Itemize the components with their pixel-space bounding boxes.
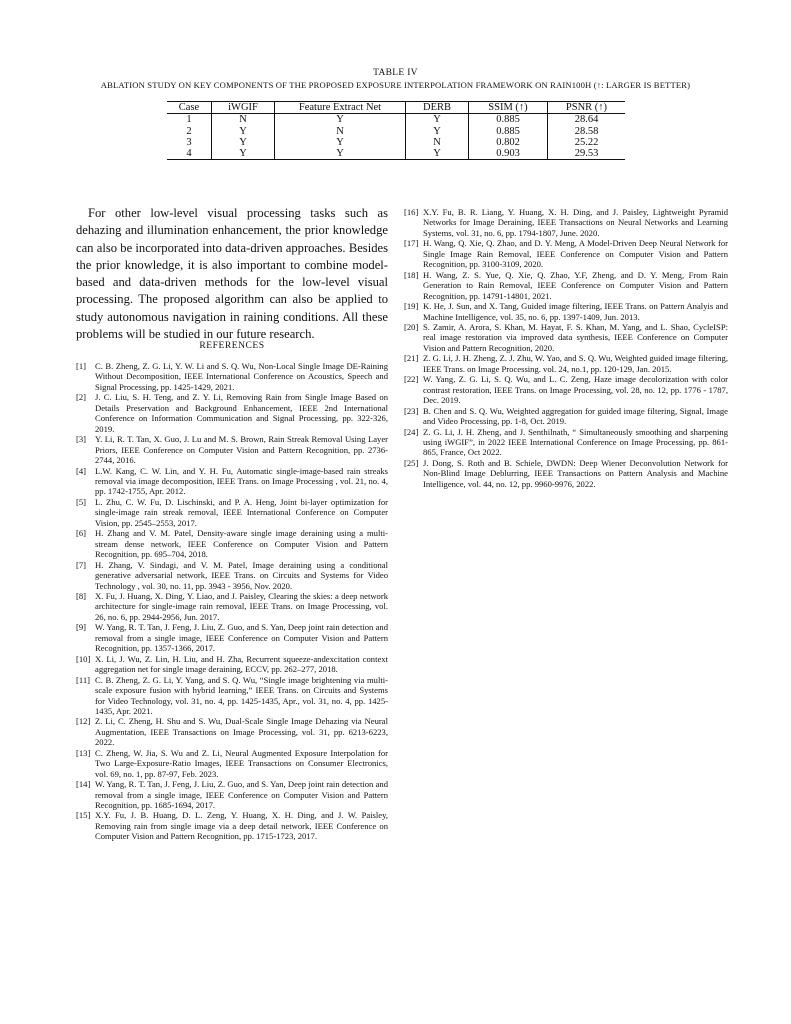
reference-item xyxy=(76,622,388,653)
table-cell: 0.903 xyxy=(469,148,548,160)
table-cell: Y xyxy=(275,148,406,160)
reference-number: [8] xyxy=(76,590,87,601)
table-row xyxy=(167,126,625,137)
reference-number: [17] xyxy=(404,238,419,249)
reference-number: [2] xyxy=(76,392,87,403)
reference-text: J. C. Liu, S. H. Teng, and Z. Y. Li, Removing Rain from Single Image Based on Details Preservation and Background Enhancement, IEEE 2nd International Conference on Information Communication and Signal Processing, pp. 322-326, 2019. xyxy=(95,392,388,434)
reference-number: [23] xyxy=(404,405,419,416)
table-cell: N xyxy=(275,126,406,137)
table-cell: Y xyxy=(275,114,406,126)
table-cell: Y xyxy=(406,148,469,160)
table-cell: Y xyxy=(406,126,469,137)
reference-item xyxy=(76,654,388,675)
reference-text: Z. G. Li, J. H. Zheng, Z. J. Zhu, W. Yao, and S. Q. Wu, Weighted guided image filtering, IEEE Trans. on Image Processing. vol. 24, no.1, pp. 120-129, Jan. 2015. xyxy=(423,353,728,374)
reference-number: [13] xyxy=(76,747,91,758)
reference-item xyxy=(404,322,728,353)
reference-number: [6] xyxy=(76,528,87,539)
table-number: TABLE IV xyxy=(373,68,418,78)
reference-text: W. Yang, R. T. Tan, J. Feng, J. Liu, Z. Guo, and S. Yan, Deep joint rain detection and removal from a single image, IEEE Conference on Computer Vision and Pattern Recognition, pp. 1357-1366, 2017. xyxy=(95,622,388,654)
reference-number: [18] xyxy=(404,269,419,280)
reference-item xyxy=(76,748,388,779)
reference-text: C. Zheng, W. Jia, S. Wu and Z. Li, Neural Augmented Exposure Interpolation for Two Large-Exposure-Ratio Images, IEEE Transactions on Consumer Electronics, vol. 69, no. 1, pp. 87-97, Feb. 2023. xyxy=(95,747,388,779)
reference-number: [19] xyxy=(404,301,419,312)
reference-text: S. Zamir, A. Arora, S. Khan, M. Hayat, F. S. Khan, M. Yang, and L. Shao, CycleISP: real image restoration via improved data synthesis, IEEE Conference on Computer Vision and Pattern Recognition, 2020. xyxy=(423,321,728,353)
header-ssim: SSIM (↑) xyxy=(469,102,548,114)
header-case: Case xyxy=(167,102,212,114)
table-title: ABLATION STUDY ON KEY COMPONENTS OF THE PROPOSED EXPOSURE INTERPOLATION FRAMEWORK ON RAIN100H (↑: LARGER IS BETTER) xyxy=(100,80,691,90)
reference-number: [24] xyxy=(404,426,419,437)
header-derb: DERB xyxy=(406,102,469,114)
ablation-table xyxy=(167,101,625,160)
reference-text: X.Y. Fu, B. R. Liang, Y. Huang, X. H. Ding, and J. Paisley, Lightweight Pyramid Networks for Image Deraining, IEEE Transactions on Neural Networks and Learning Systems, vol. 31, no. 6, pp. 1794-1807, June. 2020. xyxy=(423,207,728,238)
reference-text: H. Zhang, V. Sindagi, and V. M. Patel, Image deraining using a conditional generative adversarial network, IEEE Trans. on Circuits and Systems for Video Technology , vol. 30, no. 11, pp. 3943 - 3956, Nov. 2020. xyxy=(95,559,388,591)
references-list-right xyxy=(404,207,728,489)
reference-item xyxy=(76,466,388,497)
reference-number: [10] xyxy=(76,653,91,664)
table-cell: 28.64 xyxy=(574,114,599,126)
table-cell: N xyxy=(212,114,275,126)
reference-text: W. Yang, Z. G. Li, S. Q. Wu, and L. C. Zeng, Haze image decolorization with color contrast restoration, IEEE Trans. on Image Processing, vol. 28, no. 12, pp. 1776 - 1787, Dec. 2019. xyxy=(423,374,728,406)
reference-item xyxy=(76,591,388,622)
table-header-row xyxy=(167,102,625,114)
reference-number: [20] xyxy=(404,321,419,332)
reference-item xyxy=(404,427,728,458)
reference-number: [15] xyxy=(76,810,91,821)
reference-number: [4] xyxy=(76,465,87,476)
reference-item xyxy=(404,353,728,374)
reference-item xyxy=(404,301,728,322)
table-cell: 2 xyxy=(167,126,212,137)
table-cell: N xyxy=(406,137,469,148)
table-cell: 0.802 xyxy=(469,137,548,148)
table-cell: Y xyxy=(275,137,406,148)
table-cell: 25.22 xyxy=(574,136,599,148)
table-cell: Y xyxy=(212,126,275,137)
table-cell: 3 xyxy=(167,137,212,148)
reference-text: B. Chen and S. Q. Wu, Weighted aggregation for guided image filtering, Signal, Image and Video Processing, pp. 1-8, Oct. 2019. xyxy=(423,405,728,427)
reference-item xyxy=(76,434,388,465)
reference-text: Z. G. Li, J. H. Zheng, and J. Senthilnath, “ Simultaneously smoothing and sharpening using iWGIF”, in 2022 IEEE International Conference on Image Processing, pp. 861-865, France, Oct 2022. xyxy=(423,426,728,458)
reference-item xyxy=(76,361,388,392)
table-row xyxy=(167,114,625,126)
reference-text: Y. Li, R. T. Tan, X. Guo, J. Lu and M. S. Brown, Rain Streak Removal Using Layer Priors, IEEE Conference on Computer Vision and Pattern Recognition, pp. 2736-2744, 2016. xyxy=(95,434,388,466)
header-iwgif: iWGIF xyxy=(212,102,275,114)
reference-text: C. B. Zheng, Z. G. Li, Y. Yang, and S. Q. Wu, “Single image brightening via multi-scale exposure fusion with hybrid learning,” IEEE Trans. on Circuits and Systems for Video Technology, vol. 31, no. 4, pp. 1425-1435, Apr., vol. 31, no. 4, pp. 1425-1435, Apr. 2021. xyxy=(95,674,388,716)
reference-text: W. Yang, R. T. Tan, J. Feng, J. Liu, Z. Guo, and S. Yan, Deep joint rain detection and removal from a single image, IEEE Conference on Computer Vision and Pattern Recognition, pp. 1685-1694, 2017. xyxy=(95,779,388,811)
reference-text: L. Zhu, C. W. Fu, D. Lischinski, and P. A. Heng, Joint bi-layer optimization for single-image rain streak removal, IEEE International Conference on Computer Vision, pp. 2545–2553, 2017. xyxy=(95,496,388,528)
reference-item xyxy=(404,374,728,405)
reference-item xyxy=(76,810,388,841)
table-row xyxy=(167,137,625,148)
header-psnr: PSNR (↑) xyxy=(548,102,626,114)
reference-number: [5] xyxy=(76,496,87,507)
table-cell: 0.885 xyxy=(469,126,548,137)
reference-number: [9] xyxy=(76,622,87,633)
table-cell: 0.885 xyxy=(469,114,548,126)
reference-item xyxy=(76,716,388,747)
reference-item xyxy=(404,270,728,301)
table-cell: Y xyxy=(212,137,275,148)
reference-text: Z. Li, C. Zheng, H. Shu and S. Wu, Dual-Scale Single Image Dehazing via Neural Augmentation, IEEE Transactions on Image Processing, vol. 31, pp. 6213-6223, 2022. xyxy=(95,716,388,748)
body-paragraph: For other low-level visual processing tasks such as dehazing and illumination enhancement, the prior knowledge can also be incorporated into data-driven approaches. Besides the prior knowledge, it is also important to combine model-based and data-driven methods for the low-level visual processing. The proposed algorithm can also be applied to study autonomous navigation in raining conditions. All these problems will be studied in our future research. xyxy=(76,206,388,342)
references-list-left xyxy=(76,361,388,842)
reference-text: J. Dong, S. Roth and B. Schiele, DWDN: Deep Wiener Deconvolution Network for Non-Blind Image Deblurring, IEEE Transactions on Pattern Analysis and Machine Intelligence, vol. 44, no. 12, pp. 9960-9976, 2022. xyxy=(423,457,728,489)
reference-number: [1] xyxy=(76,361,87,371)
reference-number: [3] xyxy=(76,434,87,445)
reference-text: L.W. Kang, C. W. Lin, and Y. H. Fu, Automatic single-image-based rain streaks removal via image decomposition, IEEE Trans. on Image Processing , vol. 21, no. 4, pp. 1742-1755, Apr. 2012. xyxy=(95,465,388,497)
reference-text: H. Zhang and V. M. Patel, Density-aware single image deraining using a multi-stream dense network, IEEE Conference on Computer Vision and Pattern Recognition, pp. 695–704, 2018. xyxy=(95,528,388,560)
reference-item xyxy=(76,779,388,810)
reference-text: C. B. Zheng, Z. G. Li, Y. W. Li and S. Q. Wu, Non-Local Single Image DE-Raining Without Decomposition, IEEE International Conference on Acoustics, Speech and Signal Processing, pp. 1425-1429, 2021. xyxy=(95,361,388,392)
reference-text: H. Wang, Z. S. Yue, Q. Xie, Q. Zhao, Y.F, Zheng, and D. Y. Meng, From Rain Generation to Rain Removal, IEEE Conference on Computer Vision and Pattern Recognition, pp. 14791-14801, 2021. xyxy=(423,269,728,301)
reference-text: H. Wang, Q. Xie, Q. Zhao, and D. Y. Meng, A Model-Driven Deep Neural Network for Single Image Rain Removal, IEEE Conference on Computer Vision and Pattern Recognition, pp. 3100-3109, 2020. xyxy=(423,238,728,270)
header-feature-extract-net: Feature Extract Net xyxy=(275,102,406,114)
table-row xyxy=(167,148,625,160)
reference-item xyxy=(76,528,388,559)
reference-number: [25] xyxy=(404,457,419,468)
reference-item xyxy=(404,458,728,489)
table-cell: Y xyxy=(406,114,469,126)
reference-number: [21] xyxy=(404,353,419,364)
reference-number: [11] xyxy=(76,674,90,685)
reference-item xyxy=(76,392,388,434)
reference-number: [12] xyxy=(76,716,91,727)
reference-number: [16] xyxy=(404,207,419,217)
table-cell: 1 xyxy=(167,114,212,126)
reference-item xyxy=(404,406,728,427)
table-cell: 4 xyxy=(167,148,212,160)
reference-text: X. Li, J. Wu, Z. Lin, H. Liu, and H. Zha, Recurrent squeeze-andexcitation context aggregation net for single image deraining, ECCV, pp. 262–277, 2018. xyxy=(95,653,388,675)
reference-number: [14] xyxy=(76,779,91,790)
reference-item xyxy=(404,207,728,238)
reference-text: K. He, J. Sun, and X. Tang, Guided image filtering, IEEE Trans. on Pattern Analyis and Machine Intelligence, vol. 35, no. 6, pp. 1397-1409, Jun. 2013. xyxy=(423,301,728,322)
table-cell: Y xyxy=(212,148,275,160)
reference-item xyxy=(76,497,388,528)
reference-text: X.Y. Fu, J. B. Huang, D. L. Zeng, Y. Huang, X. H. Ding, and J. W. Paisley, Removing rain from single image via a deep detail network, IEEE Conference on Computer Vision and Pattern Recognition, pp. 1715-1723, 2017. xyxy=(95,810,388,842)
reference-item xyxy=(76,675,388,717)
table-cell: 29.53 xyxy=(574,148,599,160)
reference-number: [22] xyxy=(404,374,419,385)
reference-text: X. Fu, J. Huang, X. Ding, Y. Liao, and J. Paisley, Clearing the skies: a deep network architecture for single-image rain removal, IEEE Trans. on Image Processing, vol. 26, no. 6, pp. 2944-2956, Jun. 2017. xyxy=(95,590,388,622)
reference-item xyxy=(76,560,388,591)
table-cell: 28.58 xyxy=(574,125,599,137)
references-heading: REFERENCES xyxy=(199,340,265,351)
reference-item xyxy=(404,238,728,269)
reference-number: [7] xyxy=(76,559,87,570)
